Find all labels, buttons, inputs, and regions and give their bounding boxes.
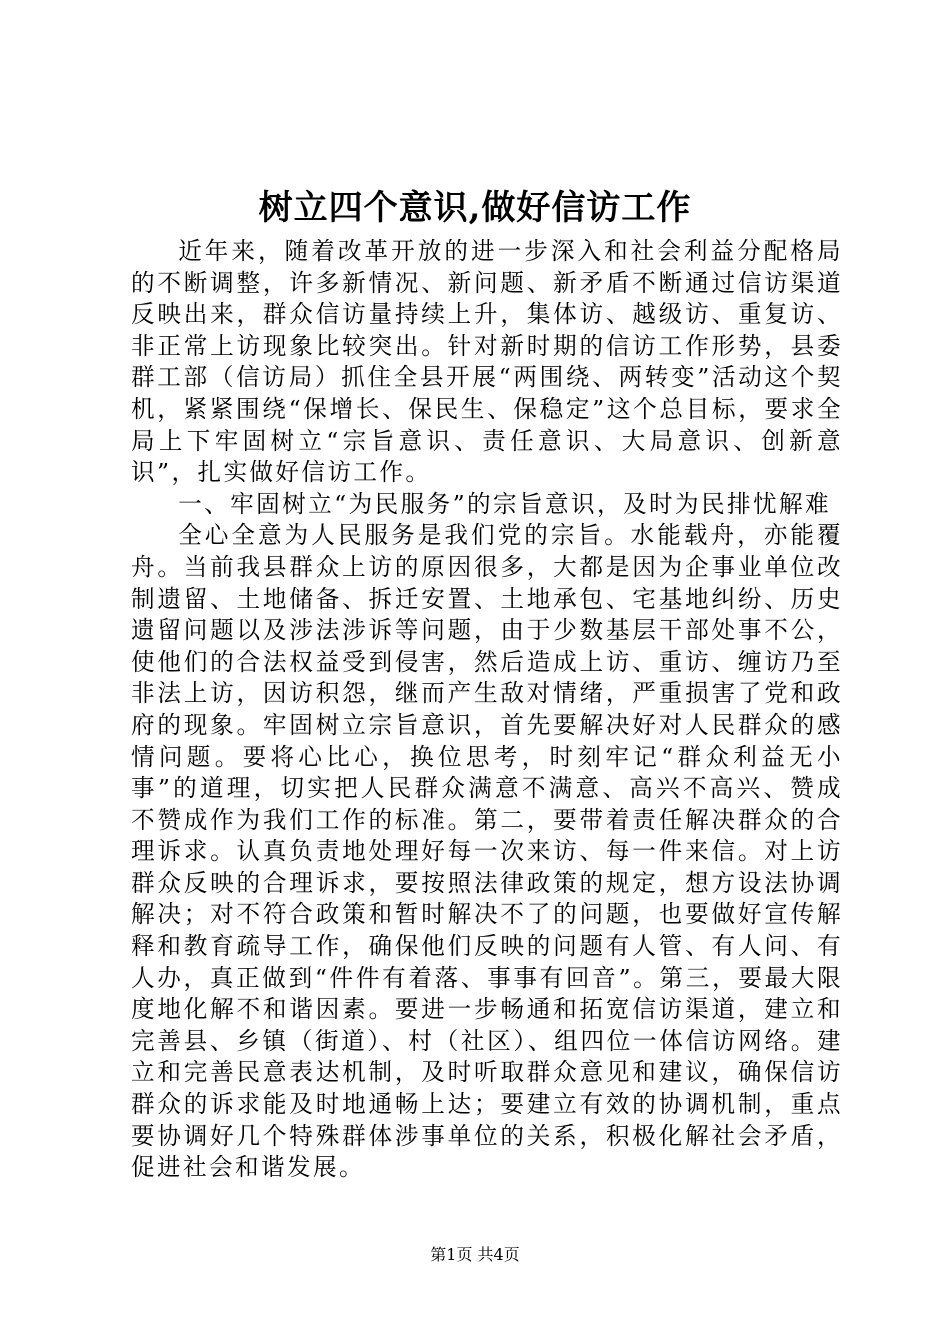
page-footer: 第1页 共4页 bbox=[430, 1245, 520, 1264]
section-heading-1: 一、牢固树立“为民服务”的宗旨意识，及时为民排忧解难 bbox=[178, 489, 831, 518]
document-title: 树立四个意识,做好信访工作 bbox=[258, 188, 692, 228]
paragraph-intro: 近年来，随着改革开放的进一步深入和社会利益分配格局的不断调整，许多新情况、新问题、新矛盾不断通过信访渠道反映出来，群众信访量持续上升，集体访、越级访、重复访、非正常上访现象比较突出。针对新时期的信访工作形势，县委群工部（信访局）抓住全县开展“两围绕、两转变”活动这个契机，紧紧围绕“保增长、保民生、保稳定”这个总目标，要求全局上下牢固树立“宗旨意识、责任意识、大局意识、创新意识”，扎实做好信访工作。 bbox=[131, 237, 843, 487]
document-body bbox=[131, 236, 843, 1184]
paragraph-section-1: 全心全意为人民服务是我们党的宗旨。水能载舟，亦能覆舟。当前我县群众上访的原因很多，大都是因为企事业单位改制遗留、土地储备、拆迁安置、土地承包、宅基地纠纷、历史遗留问题以及涉法涉诉等问题，由于少数基层干部处事不公，使他们的合法权益受到侵害，然后造成上访、重访、缠访乃至非法上访，因访积怨，继而产生敌对情绪，严重损害了党和政府的现象。牢固树立宗旨意识，首先要解决好对人民群众的感情问题。要将心比心，换位思考，时刻牢记“群众利益无小事”的道理，切实把人民群众满意不满意、高兴不高兴、赞成不赞成作为我们工作的标准。第二，要带着责任解决群众的合理诉求。认真负责地处理好每一次来访、每一件来信。对上访群众反映的合理诉求，要按照法律政策的规定，想方设法协调解决；对不符合政策和暂时解决不了的问题，也要做好宣传解释和教育疏导工作，确保他们反映的问题有人管、有人问、有人办，真正做到“件件有着落、事事有回音”。第三，要最大限度地化解不和谐因素。要进一步畅通和拓宽信访渠道，建立和完善县、乡镇（街道）、村（社区）、组四位一体信访网络。建立和完善民意表达机制，及时听取群众意见和建议，确保信访群众的诉求能及时地通畅上达；要建立有效的协调机制，重点要协调好几个特殊群体涉事单位的关系，积极化解社会矛盾，促进社会和谐发展。 bbox=[131, 521, 843, 1182]
